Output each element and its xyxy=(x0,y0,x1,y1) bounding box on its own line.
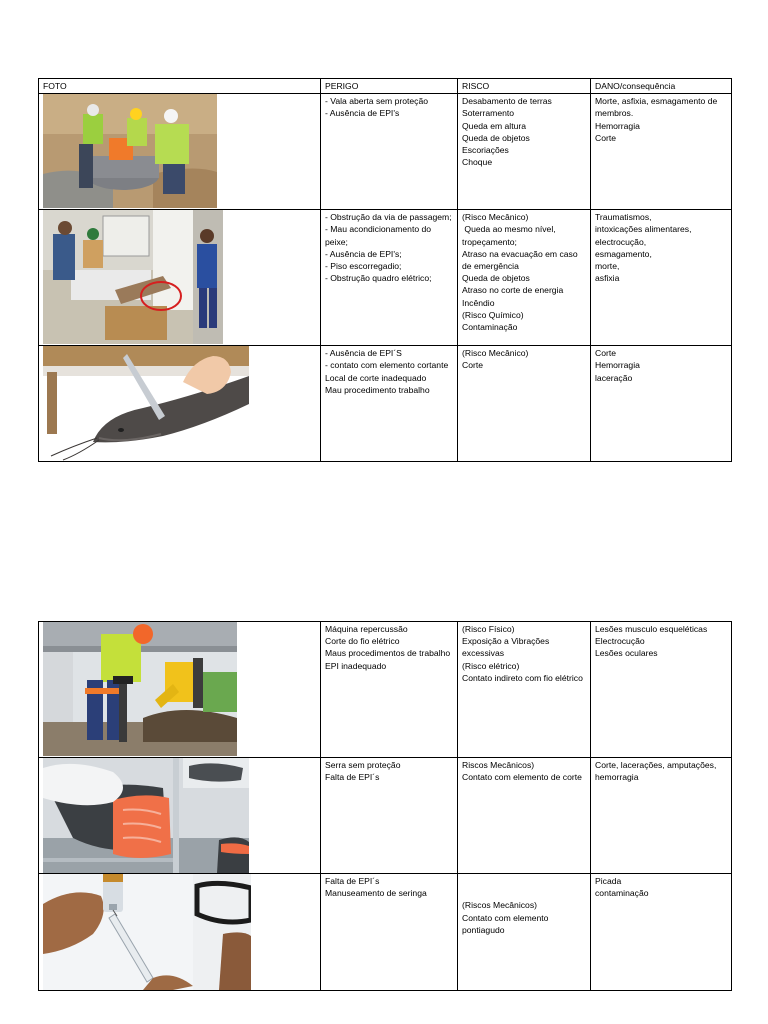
table-row xyxy=(39,874,732,991)
perigo-line: EPI inadequado xyxy=(325,660,387,671)
perigo-line: - Ausência de EPI´S xyxy=(325,348,402,359)
perigo-line: Manuseamento de seringa xyxy=(325,888,427,899)
photo-cell xyxy=(39,758,321,874)
perigo-cell xyxy=(321,622,458,758)
dano-line: esmagamento, xyxy=(595,248,652,259)
risco-line: Contaminação xyxy=(462,322,518,333)
dano-cell xyxy=(591,758,732,874)
table-row xyxy=(39,758,732,874)
photo-cell xyxy=(39,622,321,758)
perigo-line: - Piso escorregadio; xyxy=(325,261,402,272)
trench-workers-photo xyxy=(43,94,217,208)
perigo-line: - Vala aberta sem proteção xyxy=(325,96,429,107)
perigo-line: - Obstrução quadro elétrico; xyxy=(325,273,432,284)
risco-line: Queda de objetos xyxy=(462,132,530,143)
risco-cell xyxy=(458,622,591,758)
risco-line: Desabamento de terras xyxy=(462,96,552,107)
table-row xyxy=(39,94,732,210)
risco-line: (Risco Mecânico) xyxy=(462,348,529,359)
perigo-line: Serra sem proteção xyxy=(325,760,401,770)
dano-cell xyxy=(591,874,732,991)
catfish-knife-photo xyxy=(43,346,249,461)
perigo-cell xyxy=(321,210,458,346)
dano-line: Corte xyxy=(595,132,617,143)
table-header-row xyxy=(39,79,732,94)
risco-line xyxy=(462,887,586,899)
photo-cell xyxy=(39,346,321,462)
header-risco: RISCO xyxy=(458,79,591,94)
risco-line: Queda de objetos xyxy=(462,273,530,284)
syringe-vial-photo xyxy=(43,874,251,990)
fish-market-photo xyxy=(43,210,223,344)
risco-cell xyxy=(458,346,591,462)
perigo-line: - Ausência de EPI's; xyxy=(325,248,402,259)
dano-line: Morte, asfixia, esmagamento de membros. xyxy=(595,96,720,119)
photo-cell xyxy=(39,874,321,991)
dano-line: electrocução, xyxy=(595,236,647,247)
risco-line: Riscos Mecânicos) xyxy=(462,760,535,770)
dano-line: Lesões musculo esqueléticas xyxy=(595,624,708,634)
dano-line: Hemorragia xyxy=(595,360,640,371)
risco-line: Atraso na evacuação em caso de emergência xyxy=(462,248,580,272)
perigo-line: - Mau acondicionamento do peixe; xyxy=(325,224,434,247)
perigo-cell xyxy=(321,874,458,991)
perigo-cell xyxy=(321,758,458,874)
photo-cell xyxy=(39,94,321,210)
perigo-line: Maus procedimentos de trabalho xyxy=(325,648,451,659)
risco-line: Corte xyxy=(462,360,484,371)
risco-line: Contato com elemento de corte xyxy=(462,772,582,783)
risco-line: Queda em altura xyxy=(462,120,527,131)
dano-cell xyxy=(591,210,732,346)
jackhammer-worker-photo xyxy=(43,622,237,756)
risco-line xyxy=(462,875,586,887)
perigo-line: Máquina repercussão xyxy=(325,624,408,634)
dano-cell xyxy=(591,622,732,758)
risco-line: Queda ao mesmo nível, tropeçamento; xyxy=(462,224,559,247)
dano-line: Hemorragia xyxy=(595,120,640,131)
risco-line: (Risco elétrico) xyxy=(462,660,520,671)
header-perigo: PERIGO xyxy=(321,79,458,94)
perigo-line: Local de corte inadequado xyxy=(325,372,427,383)
dano-line: laceração xyxy=(595,372,633,383)
risco-line: (Riscos Mecânicos) xyxy=(462,900,537,911)
dano-cell xyxy=(591,346,732,462)
risco-cell xyxy=(458,874,591,991)
perigo-line: Mau procedimento trabalho xyxy=(325,384,430,395)
dano-cell xyxy=(591,94,732,210)
dano-line: contaminação xyxy=(595,888,649,899)
perigo-cell xyxy=(321,94,458,210)
table-row xyxy=(39,346,732,462)
dano-line: Lesões oculares xyxy=(595,648,658,659)
dano-line: Corte, lacerações, amputações, hemorragia xyxy=(595,760,719,783)
risco-line: Escoriações xyxy=(462,145,509,156)
perigo-line: Falta de EPI´s xyxy=(325,876,380,886)
dano-line: Electrocução xyxy=(595,636,645,647)
perigo-line: Falta de EPI´s xyxy=(325,772,380,783)
hazard-table-1 xyxy=(38,78,732,462)
perigo-line: Corte do fio elétrico xyxy=(325,636,400,647)
dano-line: Picada xyxy=(595,876,622,886)
dano-line: Traumatismos, xyxy=(595,212,652,223)
dano-line: intoxicações alimentares, xyxy=(595,224,692,235)
bandsaw-salmon-photo xyxy=(43,758,249,873)
dano-line: Corte xyxy=(595,348,617,359)
risco-line: Exposição a Vibrações excessivas xyxy=(462,636,552,659)
risco-line: Contato indireto com fio elétrico xyxy=(462,672,583,683)
header-foto: FOTO xyxy=(39,79,321,94)
table-row xyxy=(39,622,732,758)
risco-line: (Risco Físico) xyxy=(462,624,515,634)
perigo-line: - Obstrução da via de passagem; xyxy=(325,212,452,223)
risco-line: Incêndio xyxy=(462,297,495,308)
risco-cell xyxy=(458,94,591,210)
risco-line: Soterramento xyxy=(462,108,515,119)
risco-cell xyxy=(458,758,591,874)
risco-line: (Risco Químico) xyxy=(462,309,524,320)
photo-cell xyxy=(39,210,321,346)
risco-line: Contato com elemento pontiagudo xyxy=(462,912,551,935)
risco-cell xyxy=(458,210,591,346)
perigo-cell xyxy=(321,346,458,462)
perigo-line: - contato com elemento cortante xyxy=(325,360,449,371)
perigo-line: - Ausência de EPI's xyxy=(325,108,400,119)
table-row xyxy=(39,210,732,346)
risco-line: (Risco Mecânico) xyxy=(462,212,529,223)
dano-line: morte, xyxy=(595,261,620,272)
risco-line: Atraso no corte de energia xyxy=(462,285,564,296)
risco-line: Choque xyxy=(462,157,493,168)
header-dano: DANO/consequência xyxy=(591,79,732,94)
dano-line: asfixia xyxy=(595,273,620,284)
hazard-table-2 xyxy=(38,621,732,991)
